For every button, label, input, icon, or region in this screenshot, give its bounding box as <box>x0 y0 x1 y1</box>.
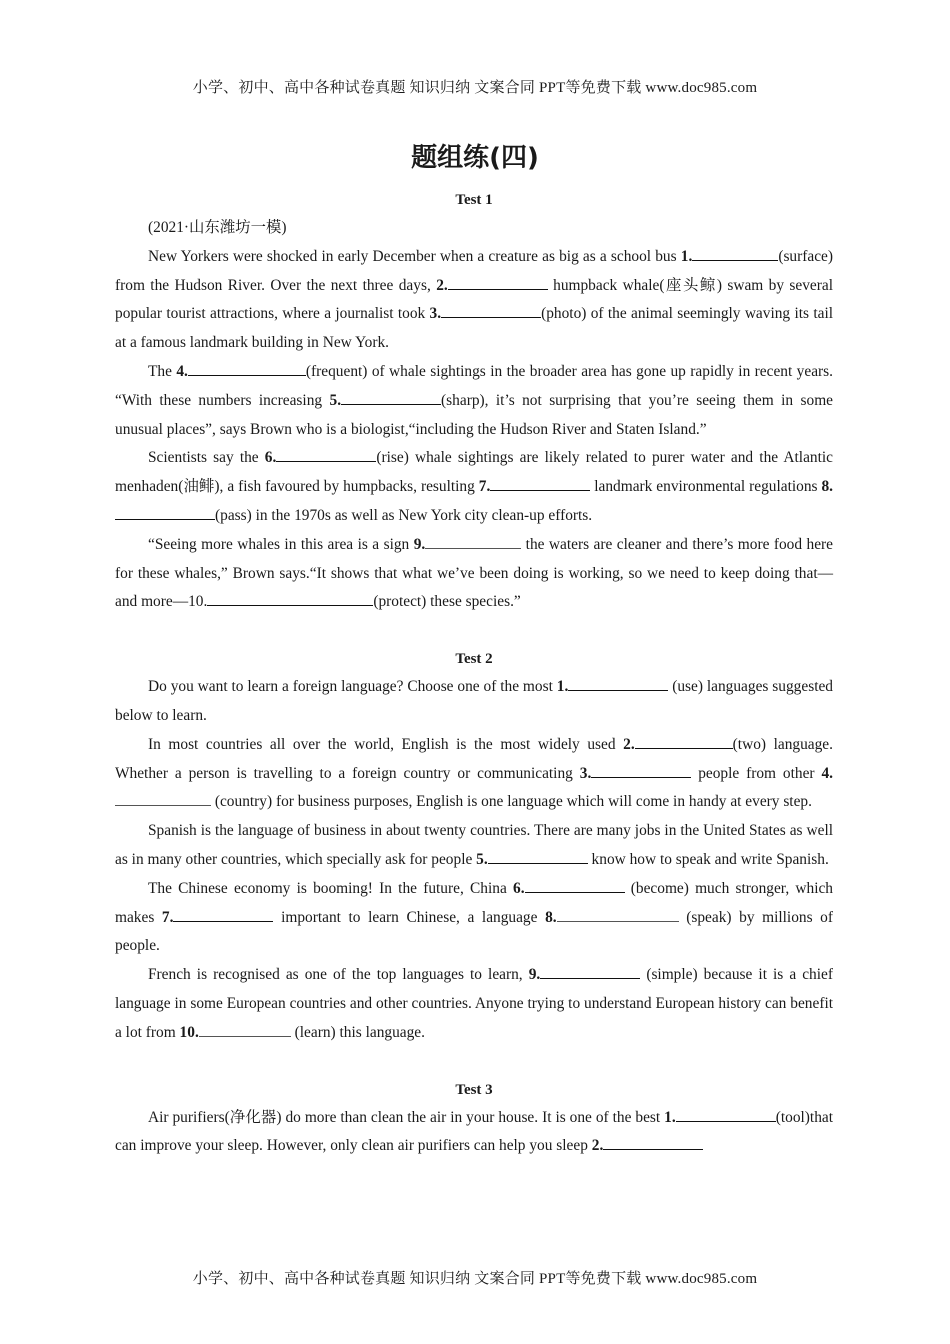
text: (speak) by millions of people. <box>115 908 833 955</box>
blank-number: 9. <box>413 535 426 553</box>
blank-number: 8. <box>545 908 557 926</box>
blank-number: 3. <box>579 764 592 782</box>
test1-paragraph-2 <box>115 358 833 444</box>
answer-blank-2[interactable] <box>603 1135 703 1150</box>
test2-paragraph-1 <box>115 673 833 731</box>
answer-blank-5[interactable] <box>488 849 588 864</box>
worksheet-content <box>115 186 833 1161</box>
text: (rise) whale sightings are likely related to purer water and the Atlantic menhaden(油鲱), a fish favoured by humpbacks, resulting <box>115 449 833 496</box>
test2-paragraph-2 <box>115 731 833 817</box>
answer-blank-10[interactable] <box>207 591 373 606</box>
answer-blank-1[interactable] <box>568 676 668 691</box>
blank-number: 2. <box>436 276 448 294</box>
blank-number: 3. <box>429 305 442 323</box>
text: know how to speak and write Spanish. <box>587 850 829 868</box>
answer-blank-7[interactable] <box>173 907 273 922</box>
blank-number: 2. <box>623 735 635 753</box>
answer-blank-1[interactable] <box>692 246 778 261</box>
test1-source: (2021·山东潍坊一模) <box>148 219 287 236</box>
text: Do you want to learn a foreign language? Choose one of the most <box>148 678 557 696</box>
answer-blank-1[interactable] <box>676 1107 776 1122</box>
text: New Yorkers were shocked in early December when a creature as big as a school bus <box>148 247 681 265</box>
blank-number: 7. <box>478 478 491 496</box>
section-gap <box>115 1048 833 1076</box>
blank-number: 9. <box>528 966 541 984</box>
answer-blank-5[interactable] <box>341 390 441 405</box>
test1-paragraph-3 <box>115 444 833 530</box>
text: (country) for business purposes, English is one language which will come in handy at every step. <box>211 793 812 811</box>
blank-number: 2. <box>591 1137 604 1155</box>
answer-blank-3[interactable] <box>441 303 541 318</box>
text: Spanish is the language of business in about twenty countries. There are many jobs in the United States as well as in many other countries, which specially ask for people <box>115 822 833 868</box>
test2-paragraph-4 <box>115 875 833 961</box>
page-title: 题组练(四) <box>411 143 539 173</box>
text: (tool)that can improve your sleep. However, only clean air purifiers can help you sleep <box>115 1108 833 1155</box>
text: the waters are cleaner and there’s more food here for these whales,” Brown says.“It shows that what we’ve been doing is working, so we need to keep doing that—and more—10. <box>115 535 833 611</box>
text: French is recognised as one of the top languages to learn, <box>148 966 529 984</box>
text: (learn) this language. <box>290 1023 425 1041</box>
text: (pass) in the 1970s as well as New York city clean-up efforts. <box>215 506 593 524</box>
answer-blank-8[interactable] <box>557 907 679 922</box>
text: important to learn Chinese, a language <box>273 908 546 926</box>
blank-number: 6. <box>264 449 277 467</box>
text: The Chinese economy is booming! In the future, China <box>148 879 513 897</box>
answer-blank-4[interactable] <box>188 361 306 376</box>
test1-paragraph-4 <box>115 531 833 617</box>
text: people from other <box>691 764 822 782</box>
text: (sharp), it’s not surprising that you’re seeing them in some unusual places”, says Brown who is a biologist,“including the Hudson River and Staten Island.” <box>115 391 833 438</box>
answer-blank-6[interactable] <box>525 878 625 893</box>
section-gap <box>115 617 833 645</box>
answer-blank-9[interactable] <box>425 534 521 549</box>
blank-number: 8. <box>821 478 833 496</box>
text: (use) languages suggested below to learn. <box>115 678 833 724</box>
answer-blank-2[interactable] <box>635 734 733 749</box>
page-footer: 小学、初中、高中各种试卷真题 知识归纳 文案合同 PPT等免费下载 www.doc985.com <box>192 1271 758 1287</box>
text: (two) language. Whether a person is travelling to a foreign country or communicating <box>115 735 833 782</box>
text: The <box>148 362 177 380</box>
blank-number: 4. <box>176 362 188 380</box>
blank-number: 4. <box>821 764 833 782</box>
blank-number: 10. <box>179 1023 199 1041</box>
text: (surface) from the Hudson River. Over the next three days, <box>115 247 833 294</box>
answer-blank-7[interactable] <box>490 476 590 491</box>
answer-blank-6[interactable] <box>276 447 376 462</box>
text: In most countries all over the world, English is the most widely used <box>148 735 624 753</box>
text: (protect) these species.” <box>373 593 521 611</box>
blank-number: 5. <box>329 391 342 409</box>
test1-heading: Test 1 <box>455 192 493 208</box>
answer-blank-3[interactable] <box>591 763 691 778</box>
text: Air purifiers(净化器) do more than clean the air in your house. It is one of the best <box>148 1108 665 1126</box>
blank-number: 6. <box>513 879 525 897</box>
text: (simple) because it is a chief language in some European countries and other countries. Anyone trying to understand European history can benefit a lot from <box>115 966 833 1041</box>
blank-number: 1. <box>664 1108 676 1126</box>
blank-number: 1. <box>680 247 693 265</box>
answer-blank-10[interactable] <box>199 1022 291 1037</box>
text: (frequent) of whale sightings in the broader area has gone up rapidly in recent years. “With these numbers increasing <box>115 362 833 409</box>
answer-blank-9[interactable] <box>540 964 640 979</box>
text: Scientists say the <box>148 449 265 467</box>
test3-paragraph-1 <box>115 1104 833 1162</box>
text: landmark environmental regulations <box>590 478 822 496</box>
test2-paragraph-3 <box>115 817 833 875</box>
answer-blank-8[interactable] <box>115 505 215 520</box>
blank-number: 7. <box>161 908 174 926</box>
answer-blank-4[interactable] <box>115 791 211 806</box>
test1-paragraph-1 <box>115 243 833 358</box>
text: humpback whale(座头鲸) swam by several popular tourist attractions, where a journalist took <box>115 276 833 323</box>
answer-blank-2[interactable] <box>448 275 548 290</box>
text: (become) much stronger, which makes <box>115 879 833 926</box>
test2-heading: Test 2 <box>455 651 493 668</box>
blank-number: 1. <box>556 678 569 696</box>
text: “Seeing more whales in this area is a sign <box>148 535 414 553</box>
test2-paragraph-5 <box>115 961 833 1047</box>
text: (photo) of the animal seemingly waving its tail at a famous landmark building in New York. <box>115 305 833 352</box>
test3-heading: Test 3 <box>455 1081 493 1098</box>
blank-number: 5. <box>476 850 488 868</box>
page-header: 小学、初中、高中各种试卷真题 知识归纳 文案合同 PPT等免费下载 www.doc985.com <box>192 80 758 96</box>
